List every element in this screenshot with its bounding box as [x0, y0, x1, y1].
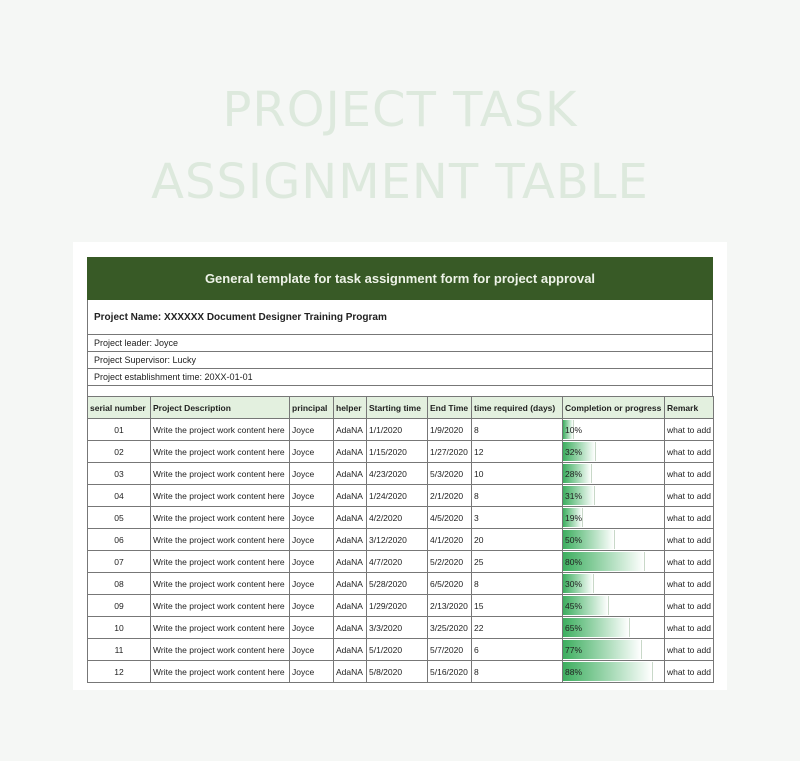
table-row: [88, 551, 714, 573]
cell-end-time: 1/27/2020: [428, 441, 472, 463]
cell-project-description: Write the project work content here: [151, 617, 290, 639]
progress-label: 50%: [565, 534, 583, 545]
cell-end-time: 5/2/2020: [428, 551, 472, 573]
progress-label: 32%: [565, 446, 583, 457]
cell-principal: Joyce: [290, 507, 334, 529]
cell-principal: Joyce: [290, 419, 334, 441]
cell-remark: what to add: [665, 463, 714, 485]
column-header-principal: principal: [290, 397, 334, 419]
cell-completion: [563, 463, 665, 485]
cell-time-required: 8: [472, 573, 563, 595]
sheet-banner: General template for task assignment form for project approval: [87, 257, 713, 300]
cell-starting-time: 1/24/2020: [367, 485, 428, 507]
cell-remark: what to add: [665, 441, 714, 463]
cell-end-time: 4/1/2020: [428, 529, 472, 551]
cell-serial-number: 01: [88, 419, 151, 441]
cell-helper: AdaNA: [334, 661, 367, 683]
cell-project-description: Write the project work content here: [151, 661, 290, 683]
progress-label: 65%: [565, 622, 583, 633]
cell-time-required: 3: [472, 507, 563, 529]
cell-starting-time: 5/28/2020: [367, 573, 428, 595]
cell-project-description: Write the project work content here: [151, 551, 290, 573]
cell-time-required: 22: [472, 617, 563, 639]
cell-end-time: 6/5/2020: [428, 573, 472, 595]
cell-starting-time: 5/1/2020: [367, 639, 428, 661]
cell-serial-number: 09: [88, 595, 151, 617]
table-row: [88, 463, 714, 485]
table-row: [88, 507, 714, 529]
cell-starting-time: 3/3/2020: [367, 617, 428, 639]
cell-project-description: Write the project work content here: [151, 441, 290, 463]
cell-helper: AdaNA: [334, 551, 367, 573]
cell-remark: what to add: [665, 529, 714, 551]
cell-time-required: 8: [472, 419, 563, 441]
cell-remark: what to add: [665, 617, 714, 639]
cell-completion: [563, 441, 665, 463]
cell-end-time: 2/1/2020: [428, 485, 472, 507]
cell-helper: AdaNA: [334, 463, 367, 485]
cell-helper: AdaNA: [334, 507, 367, 529]
progress-label: 19%: [565, 512, 583, 523]
column-header-end-time: End Time: [428, 397, 472, 419]
cell-completion: [563, 529, 665, 551]
cell-time-required: 12: [472, 441, 563, 463]
cell-principal: Joyce: [290, 463, 334, 485]
cell-end-time: 1/9/2020: [428, 419, 472, 441]
cell-remark: what to add: [665, 639, 714, 661]
cell-principal: Joyce: [290, 551, 334, 573]
cell-remark: what to add: [665, 485, 714, 507]
cell-end-time: 5/7/2020: [428, 639, 472, 661]
cell-principal: Joyce: [290, 485, 334, 507]
cell-starting-time: 1/15/2020: [367, 441, 428, 463]
table-row: [88, 617, 714, 639]
cell-end-time: 3/25/2020: [428, 617, 472, 639]
cell-completion: [563, 617, 665, 639]
column-header-time-required: time required (days): [472, 397, 563, 419]
cell-end-time: 2/13/2020: [428, 595, 472, 617]
cell-serial-number: 08: [88, 573, 151, 595]
table-row: [88, 485, 714, 507]
cell-starting-time: 4/23/2020: [367, 463, 428, 485]
task-table: [87, 396, 714, 683]
cell-helper: AdaNA: [334, 573, 367, 595]
cell-principal: Joyce: [290, 661, 334, 683]
cell-serial-number: 06: [88, 529, 151, 551]
task-assignment-sheet: [87, 257, 713, 683]
table-row: [88, 661, 714, 683]
cell-time-required: 8: [472, 661, 563, 683]
table-row: [88, 573, 714, 595]
cell-principal: Joyce: [290, 617, 334, 639]
cell-project-description: Write the project work content here: [151, 507, 290, 529]
column-header-project-description: Project Description: [151, 397, 290, 419]
cell-starting-time: 3/12/2020: [367, 529, 428, 551]
cell-completion: [563, 551, 665, 573]
cell-completion: [563, 661, 665, 683]
cell-completion: [563, 639, 665, 661]
progress-label: 77%: [565, 644, 583, 655]
cell-remark: what to add: [665, 507, 714, 529]
table-row: [88, 419, 714, 441]
cell-starting-time: 1/1/2020: [367, 419, 428, 441]
table-row: [88, 441, 714, 463]
cell-serial-number: 12: [88, 661, 151, 683]
cell-starting-time: 4/7/2020: [367, 551, 428, 573]
cell-end-time: 5/3/2020: [428, 463, 472, 485]
cell-serial-number: 11: [88, 639, 151, 661]
cell-helper: AdaNA: [334, 639, 367, 661]
cell-serial-number: 03: [88, 463, 151, 485]
project-supervisor: Project Supervisor: Lucky: [87, 352, 713, 369]
cell-completion: [563, 485, 665, 507]
cell-project-description: Write the project work content here: [151, 595, 290, 617]
cell-principal: Joyce: [290, 639, 334, 661]
cell-time-required: 6: [472, 639, 563, 661]
spacer-row: [87, 386, 713, 396]
cell-principal: Joyce: [290, 573, 334, 595]
cell-remark: what to add: [665, 573, 714, 595]
cell-project-description: Write the project work content here: [151, 463, 290, 485]
table-header-row: [88, 397, 714, 419]
table-row: [88, 639, 714, 661]
column-header-serial-number: serial number: [88, 397, 151, 419]
cell-end-time: 5/16/2020: [428, 661, 472, 683]
cell-helper: AdaNA: [334, 485, 367, 507]
cell-project-description: Write the project work content here: [151, 639, 290, 661]
page-title-line-2: ASSIGNMENT TABLE: [151, 154, 649, 210]
cell-principal: Joyce: [290, 595, 334, 617]
table-row: [88, 529, 714, 551]
column-header-helper: helper: [334, 397, 367, 419]
cell-principal: Joyce: [290, 441, 334, 463]
cell-project-description: Write the project work content here: [151, 485, 290, 507]
cell-time-required: 10: [472, 463, 563, 485]
cell-completion: [563, 595, 665, 617]
cell-remark: what to add: [665, 595, 714, 617]
column-header-completion: Completion or progress: [563, 397, 665, 419]
cell-helper: AdaNA: [334, 441, 367, 463]
cell-starting-time: 5/8/2020: [367, 661, 428, 683]
cell-starting-time: 4/2/2020: [367, 507, 428, 529]
cell-remark: what to add: [665, 551, 714, 573]
progress-label: 80%: [565, 556, 583, 567]
page-title-line-1: PROJECT TASK: [222, 82, 578, 138]
progress-label: 28%: [565, 468, 583, 479]
cell-remark: what to add: [665, 661, 714, 683]
progress-label: 45%: [565, 600, 583, 611]
cell-starting-time: 1/29/2020: [367, 595, 428, 617]
cell-project-description: Write the project work content here: [151, 419, 290, 441]
cell-time-required: 8: [472, 485, 563, 507]
cell-time-required: 25: [472, 551, 563, 573]
cell-completion: [563, 507, 665, 529]
cell-serial-number: 04: [88, 485, 151, 507]
cell-serial-number: 05: [88, 507, 151, 529]
progress-label: 30%: [565, 578, 583, 589]
project-name: Project Name: XXXXXX Document Designer Training Program: [87, 300, 713, 335]
cell-completion: [563, 573, 665, 595]
cell-time-required: 15: [472, 595, 563, 617]
column-header-starting-time: Starting time: [367, 397, 428, 419]
progress-label: 10%: [565, 424, 583, 435]
cell-helper: AdaNA: [334, 617, 367, 639]
cell-project-description: Write the project work content here: [151, 573, 290, 595]
cell-helper: AdaNA: [334, 529, 367, 551]
progress-label: 31%: [565, 490, 583, 501]
project-establishment-time: Project establishment time: 20XX-01-01: [87, 369, 713, 386]
table-row: [88, 595, 714, 617]
cell-time-required: 20: [472, 529, 563, 551]
cell-project-description: Write the project work content here: [151, 529, 290, 551]
cell-serial-number: 10: [88, 617, 151, 639]
cell-remark: what to add: [665, 419, 714, 441]
cell-end-time: 4/5/2020: [428, 507, 472, 529]
cell-principal: Joyce: [290, 529, 334, 551]
cell-serial-number: 02: [88, 441, 151, 463]
cell-completion: [563, 419, 665, 441]
column-header-remark: Remark: [665, 397, 714, 419]
cell-helper: AdaNA: [334, 419, 367, 441]
cell-helper: AdaNA: [334, 595, 367, 617]
project-leader: Project leader: Joyce: [87, 335, 713, 352]
cell-serial-number: 07: [88, 551, 151, 573]
progress-label: 88%: [565, 666, 583, 677]
